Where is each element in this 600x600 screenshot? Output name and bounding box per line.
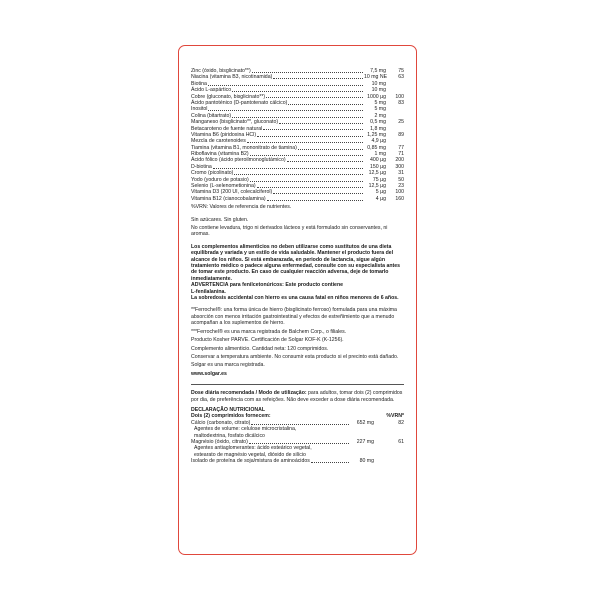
nutrient-name: Betacaroteno de fuente natural xyxy=(191,125,263,132)
composition-row xyxy=(191,458,404,464)
kosher-note: Producto Kosher PARVE. Certificación de Solgar KOF-K (K-1256). xyxy=(191,337,344,344)
nutrient-name: Ácido fólico (ácido pteroilmonoglutámico) xyxy=(191,157,286,164)
nutrient-vrn: 23 xyxy=(398,183,404,190)
dot-leader xyxy=(273,193,363,194)
declaration-subtitle: Dois (2) comprimidos fornecem: xyxy=(191,413,271,420)
overdose-warning: La sobredosis accidental con hierro es una causa fatal en niños menores de 6 años. xyxy=(191,295,399,302)
nutrient-vrn: 83 xyxy=(398,99,404,106)
nutrient-name: Cobre (gluconato, bisglicinato**) xyxy=(191,93,266,100)
dot-leader xyxy=(267,200,363,201)
trademark-note: Solgar es una marca registrada. xyxy=(191,362,265,369)
dot-leader xyxy=(208,85,363,86)
composition-amount: 80 mg xyxy=(359,458,374,465)
nutrient-amount: 4,9 µg xyxy=(371,138,386,145)
declaration-title: DECLARAÇÃO NUTRICIONAL xyxy=(191,406,266,413)
dot-leader xyxy=(232,91,363,92)
free-from-1: Sin azúcares. Sin gluten. xyxy=(191,216,249,223)
nutrient-name: Vitamina B6 (piridoxina HCl) xyxy=(191,131,257,138)
dot-leader xyxy=(232,117,363,118)
nutrient-name: Inositol xyxy=(191,106,208,113)
nutrient-name: Biotina xyxy=(191,80,207,87)
nutrient-name: Zinc (óxido, bisglicinato**) xyxy=(191,67,251,74)
nutrient-name: D-biotina xyxy=(191,163,212,170)
dot-leader xyxy=(257,136,363,137)
dose-text: para adultos, tomar dois (2) comprimidos por dia, de preferência com as refeições. Não deve exceder a dose diária recomendada. xyxy=(191,390,403,403)
nutrient-amount: 5 µg xyxy=(375,189,386,196)
nutrient-name: Ácido pantoténico (D-pantotenato cálcico) xyxy=(191,99,288,106)
nutrient-amount: 1 mg xyxy=(374,151,386,158)
nutrient-amount: 5 mg xyxy=(374,106,386,113)
nutrient-vrn: 31 xyxy=(398,170,404,177)
dot-leader xyxy=(249,443,349,444)
composition-name: Agentes de volume: celulose microcristalina, xyxy=(194,426,297,433)
ferrochel-note-2: ***Ferrochel® es una marca registrada de Balchem Corp., o filiales. xyxy=(191,328,347,335)
nutrient-vrn: 200 xyxy=(395,157,404,164)
nutrient-amount: 400 µg xyxy=(370,157,386,164)
dot-leader xyxy=(250,181,363,182)
storage-note: Conservar a temperatura ambiente. No consumir esta producto si el precinto está dañado. xyxy=(191,353,399,360)
nutrient-amount: 10 mg xyxy=(371,80,386,87)
nutrient-name: Riboflavina (vitamina B2) xyxy=(191,151,249,158)
vrn-note: %VRN: Valores de referencia de nutrientes. xyxy=(191,204,292,211)
nutrient-amount: 0,85 mg xyxy=(367,144,386,151)
content-note: Complemento alimenticio. Cantidad neta: 120 comprimidos. xyxy=(191,345,329,352)
nutrient-amount: 10 mg xyxy=(371,87,386,94)
composition-list xyxy=(191,420,404,465)
warning-text: Los complementos alimenticios no deben utilizarse como sustitutos de una dieta equilibrada y variada y un estilo de vida saludable. Mantener el producto fuera del alcance de los niños. Si está embarazada, en periodo de lactancia, sigue algún tratamiento médico o padece alguna enfermedad, consulte con su especialista antes de tomar este producto. En caso de cualquier reacción adversa, deje de tomarlo inmediatamente. xyxy=(191,243,401,282)
dose-heading: Dose diária recomendada / Modo de utilização: xyxy=(191,390,307,397)
nutrient-amount: 1000 µg xyxy=(367,93,386,100)
nutrient-vrn: 63 xyxy=(398,74,404,81)
dot-leader xyxy=(273,78,363,79)
dot-leader xyxy=(288,104,363,105)
nutrient-vrn: 100 xyxy=(395,189,404,196)
dot-leader xyxy=(213,168,363,169)
nutrient-vrn: 77 xyxy=(398,144,404,151)
composition-name: Agentes antiaglomerantes: ácido esteárico vegetal, xyxy=(194,445,312,452)
nutrient-amount: 1,25 mg xyxy=(367,131,386,138)
nutrient-name: Niacina (vitamina B3, nicotinamida) xyxy=(191,74,273,81)
section-divider xyxy=(191,384,404,385)
nutrient-vrn: 75 xyxy=(398,67,404,74)
dot-leader xyxy=(247,142,363,143)
nutrient-amount: 12,5 µg xyxy=(368,170,386,177)
nutrient-amount: 1,8 mg xyxy=(370,125,386,132)
nutrient-name: Mezcla de carotenoides xyxy=(191,138,246,145)
nutrient-name: Vitamina B12 (cianocobalamina) xyxy=(191,195,266,202)
composition-name: Cálcio (carbonato, citrato) xyxy=(191,419,251,426)
nutrient-vrn: 25 xyxy=(398,119,404,126)
supplement-label xyxy=(178,45,417,555)
nutrient-amount: 75 µg xyxy=(372,176,386,183)
nutrient-vrn: 89 xyxy=(398,131,404,138)
nutrient-amount: 4 µg xyxy=(375,195,386,202)
nutrient-amount: 2 mg xyxy=(374,112,386,119)
nutrient-name: Manganeso (bisglicinato**, gluconato) xyxy=(191,119,279,126)
composition-name: Magnésio (óxido, citrato) xyxy=(191,438,248,445)
nutrient-amount: 7,5 mg xyxy=(370,67,386,74)
nutrient-vrn: 100 xyxy=(395,93,404,100)
nutrient-vrn: 71 xyxy=(398,151,404,158)
dot-leader xyxy=(208,110,363,111)
nutrient-vrn: 160 xyxy=(395,195,404,202)
composition-vrn: 82 xyxy=(398,419,404,426)
nutrient-vrn: 300 xyxy=(395,163,404,170)
advert-title: ADVERTENCIA para fenilcetonúricos: Este producto contiene xyxy=(191,282,343,289)
dot-leader xyxy=(279,123,363,124)
nutrient-name: Yodo (yoduro de potasio) xyxy=(191,176,249,183)
dot-leader xyxy=(263,129,363,130)
nutrient-name: Tiamina (vitamina B1, mononitrato de tiamina) xyxy=(191,144,297,151)
dot-leader xyxy=(266,97,363,98)
nutrient-name: Selenio (L-selenometionina) xyxy=(191,183,256,190)
nutrient-vrn: 50 xyxy=(398,176,404,183)
website-link[interactable]: www.solgar.es xyxy=(191,370,227,377)
dot-leader xyxy=(234,174,363,175)
dose-paragraph xyxy=(191,390,404,403)
ferrochel-note-1: **Ferrochel®: una forma única de hierro (bisglicinato ferroso) formulada para una máxima absorción con menos irritación gastrointestinal y efectos de estreñimiento que a menudo acompañan a los suplementos de hierro. xyxy=(191,307,397,327)
free-from-2: No contiene levadura, trigo ni derivados lácteos y está formulado sin conservantes, ni aromas. xyxy=(191,225,388,238)
declaration-vrn-header: %VRN* xyxy=(386,413,404,420)
composition-name: maltodextrina, fosfato dicálcico xyxy=(194,432,265,439)
nutrient-amount: 5 mg xyxy=(374,99,386,106)
nutrient-amount: 0,5 mg xyxy=(370,119,386,126)
dot-leader xyxy=(311,462,349,463)
nutrient-row xyxy=(191,196,404,202)
composition-vrn: 61 xyxy=(398,438,404,445)
composition-name: estearato de magnésio vegetal, dióxido de silício xyxy=(194,451,306,458)
nutrient-name: Cromo (picolinato) xyxy=(191,170,234,177)
nutrient-amount: 12,5 µg xyxy=(368,183,386,190)
advert-line2: L-fenilalanina. xyxy=(191,288,226,295)
nutrient-name: Ácido L-aspártico xyxy=(191,87,232,94)
dot-leader xyxy=(257,187,363,188)
composition-name: Isolado de proteína de soja/mistura de aminoácidos xyxy=(191,458,310,465)
nutrient-amount: 10 mg NE xyxy=(364,74,388,81)
dot-leader xyxy=(250,155,363,156)
nutrient-name: Colina (bitartrato) xyxy=(191,112,232,119)
nutrient-amount: 150 µg xyxy=(370,163,386,170)
dot-leader xyxy=(287,161,363,162)
nutrient-list xyxy=(191,68,404,202)
composition-amount: 652 mg xyxy=(356,419,374,426)
dot-leader xyxy=(252,72,363,73)
dot-leader xyxy=(251,424,349,425)
composition-amount: 227 mg xyxy=(356,438,374,445)
nutrient-name: Vitamina D3 (200 UI, colecalciferol) xyxy=(191,189,273,196)
dot-leader xyxy=(298,149,363,150)
